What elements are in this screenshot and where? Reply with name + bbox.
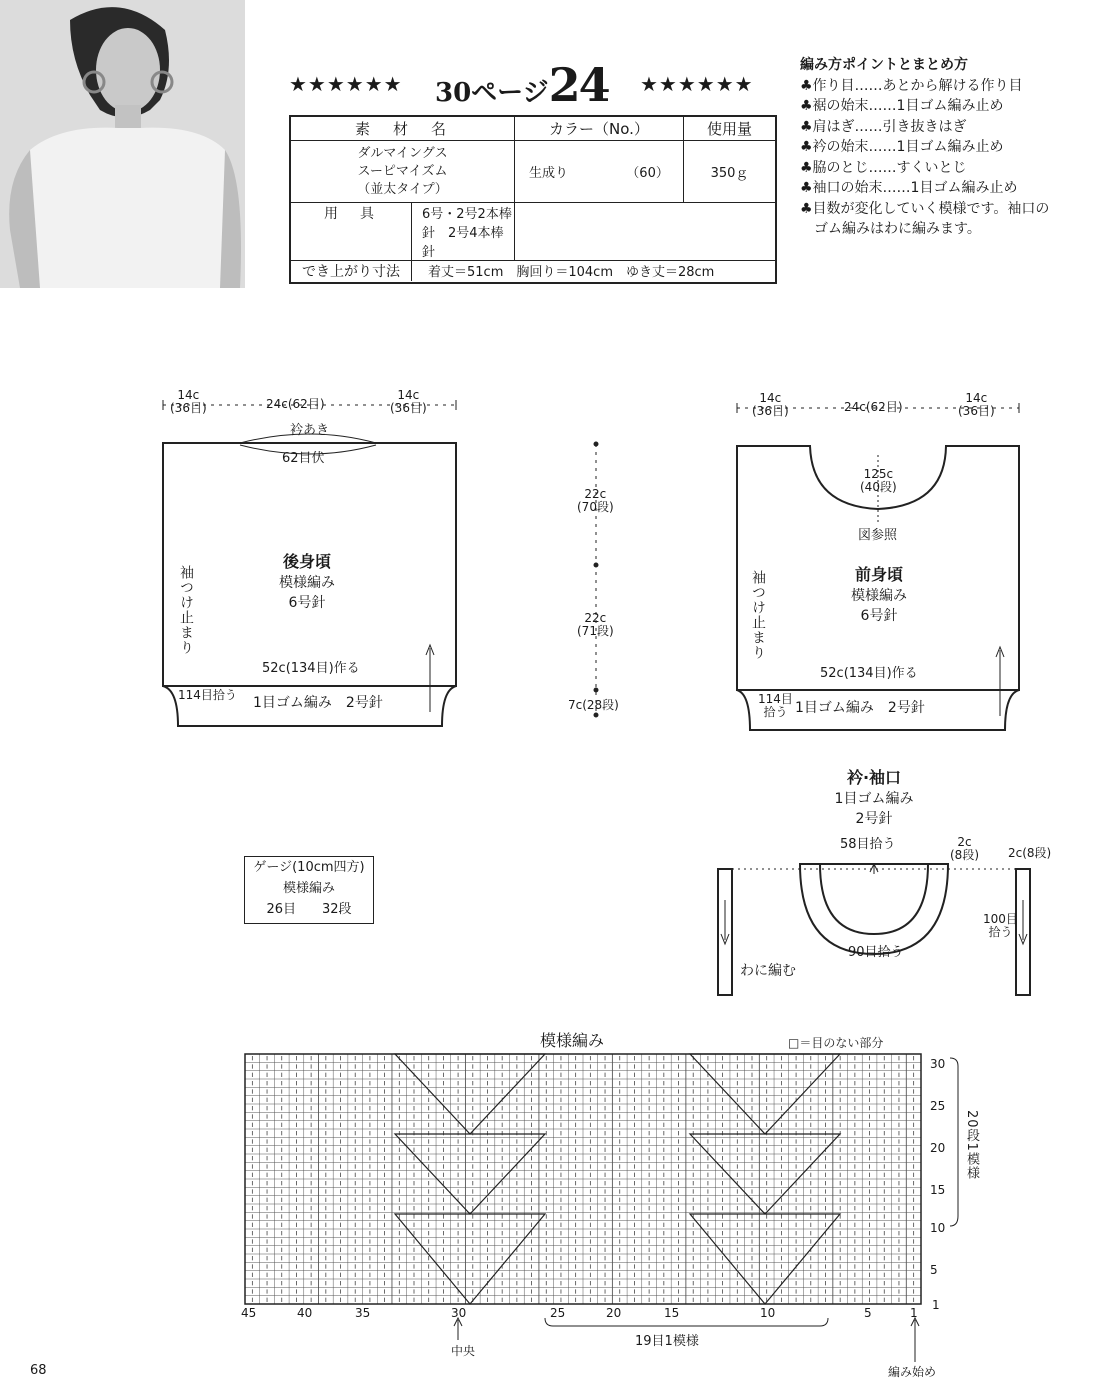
rows-note: 20段1模様 [964,1110,979,1180]
height-3: 7c(28段) [568,698,619,712]
front-body-name: 前身頃 模様編み 6号針 [851,565,907,624]
front-width-right: 14c (36目) [958,391,995,418]
note-item: ♣目数が変化していく模様です。袖口の [800,200,1050,217]
note-item: ♣裾の始末……1目ゴム編み止め [800,98,1004,114]
height-1: 22c (70段) [577,487,614,514]
collar-title-block: 衿·袖口 1目ゴム編み 2号針 [834,768,914,827]
back-width-left: 14c (36目) [170,388,207,415]
front-width-mid: 24c(62目) [844,400,903,414]
yarn-line1: ダルマイングス [357,145,448,161]
collar-pickup-top: 58目拾う [840,837,896,852]
color-name: 生成り [529,166,569,181]
back-sleeve-stop: 袖つけ止まり [178,565,194,655]
note-item: ♣衿の始末……1目ゴム編み止め [800,139,1004,155]
back-neck-label: 衿あき [290,423,330,438]
size-label: でき上がり寸法 [291,261,412,281]
row-label-30: 30 [930,1057,946,1071]
chart-legend: □＝目のない部分 [788,1036,884,1050]
header-amount: 使用量 [684,116,777,141]
title-stars-left: ★★★★★★ [289,72,403,96]
color-number: （60） [626,166,669,181]
col-label-15: 15 [664,1306,680,1320]
cuff-pickup: 100目 拾う [983,912,1018,939]
col-label-45: 45 [241,1306,257,1320]
front-rib: 1目ゴム編み 2号針 [795,700,925,716]
note-item: ゴム編みはわに編みます。 [800,221,981,237]
col-label-20: 20 [606,1306,622,1320]
row-label-10: 10 [930,1221,946,1235]
chart-title: 模様編み [540,1031,605,1050]
col-label-40: 40 [297,1306,313,1320]
tools-value: 6号・2号2本棒針 2号4本棒針 [411,203,514,260]
front-pickup: 114目 拾う [758,692,793,719]
row-label-1: 1 [932,1298,940,1312]
front-see-figure: 図参照 [858,528,898,543]
gauge-line1: ゲージ(10cm四方) [253,860,365,875]
collar-pickup-bottom: 90目拾う [848,945,904,960]
tools-label-text: 用 具 [324,206,378,222]
row-label-25: 25 [930,1099,946,1113]
notes-heading: 編み方ポイントとまとめ方 [800,57,968,73]
col-label-30: 30 [451,1306,467,1320]
collar-height: 2c (8段) [950,835,979,862]
col-label-25: 25 [550,1306,566,1320]
chart-repeat: 19目1模様 [635,1334,699,1349]
front-neck-depth: 125c (40段) [860,467,897,494]
col-label-35: 35 [355,1306,371,1320]
gauge-line2: 模様編み [282,881,335,896]
header-material-name: 素 材 名 [290,116,515,141]
note-item: ♣袖口の始末……1目ゴム編み止め [800,180,1018,196]
back-cast-on: 52c(134目)作る [262,661,360,676]
size-value: 着丈＝51cm 胸回り＝104cm ゆき丈＝28cm [428,265,715,281]
col-label-5: 5 [864,1306,872,1320]
col-label-1: 1 [910,1306,918,1320]
header-color: カラー（No.） [515,116,684,141]
title-stars-right: ★★★★★★ [640,72,754,96]
back-pickup: 114目拾う [178,688,237,702]
chart-start: 編み始め [888,1365,937,1379]
back-neck-stitches: 62目伏 [282,451,325,466]
back-rib: 1目ゴム編み 2号針 [253,695,383,711]
cuff-round: わに編む [740,963,796,979]
front-width-left: 14c (36目) [752,391,789,418]
row-label-20: 20 [930,1141,946,1155]
chart-center: 中央 [451,1344,476,1358]
title-page-ref: 30ページ [435,78,549,108]
chart-grid [245,1054,921,1304]
note-item: ♣肩はぎ……引き抜きはぎ [800,118,967,135]
note-item: ♣脇のとじ……すくいとじ [800,159,967,176]
page-number: 68 [30,1363,47,1378]
row-label-5: 5 [930,1263,938,1277]
note-item: ♣作り目……あとから解ける作り目 [800,77,1023,94]
col-label-10: 10 [760,1306,776,1320]
yarn-line2: スーピマイズム [357,163,448,179]
amount-cell: 350ｇ [684,141,777,203]
yarn-line3: （並太タイプ） [357,181,448,197]
row-label-15: 15 [930,1183,946,1197]
back-width-right: 14c (36目) [390,388,427,415]
gauge-line3: 26目 32段 [266,902,352,917]
title-pattern-no: 24 [548,58,609,112]
back-width-mid: 24c(62目) [266,397,325,411]
height-2: 22c (71段) [577,611,614,638]
back-body-name: 後身頃 模様編み 6号針 [279,552,335,611]
front-sleeve-stop: 袖つけ止まり [750,570,766,660]
cuff-height: 2c(8段) [1008,846,1052,860]
front-cast-on: 52c(134目)作る [820,666,918,681]
